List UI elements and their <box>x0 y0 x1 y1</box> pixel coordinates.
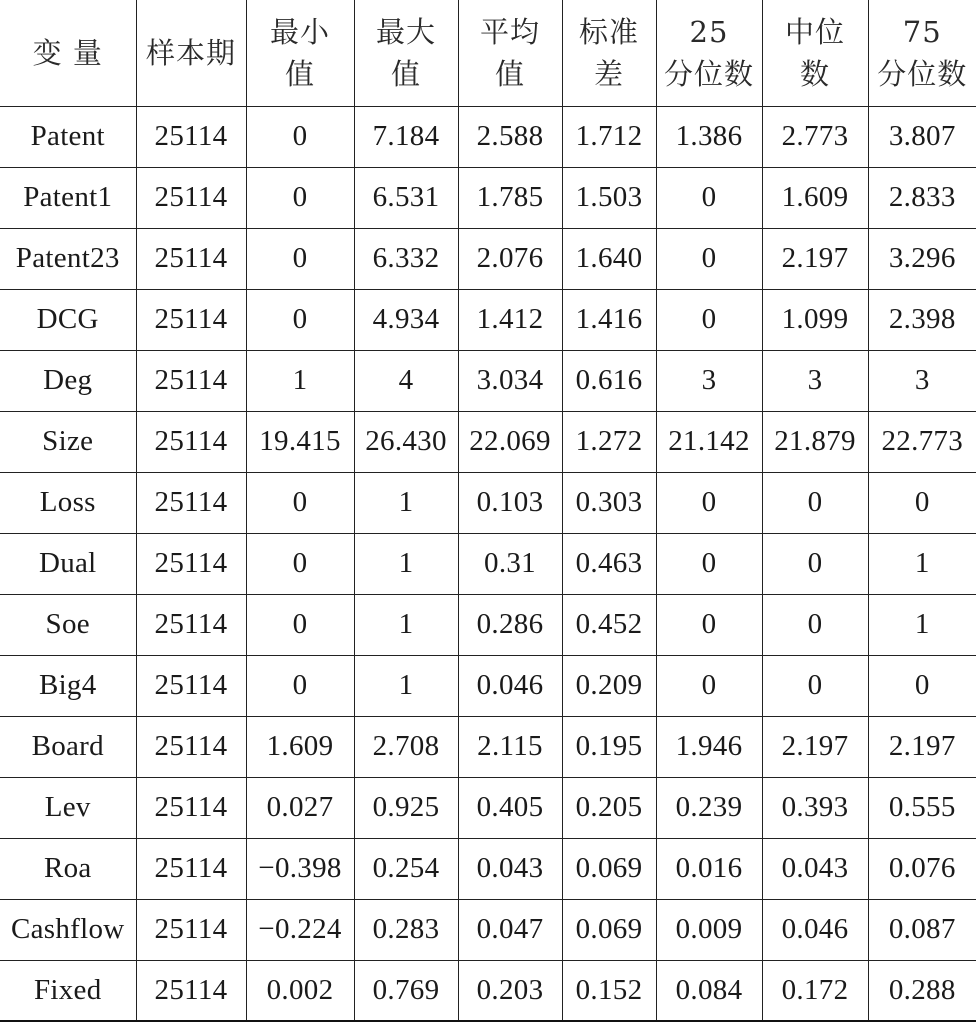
table-row <box>0 655 976 716</box>
table-cell: 3.807 <box>868 106 976 167</box>
table-cell: 2.708 <box>354 716 458 777</box>
table-row <box>0 899 976 960</box>
column-header-line: 变 量 <box>32 35 103 70</box>
table-row <box>0 838 976 899</box>
table-cell: 26.430 <box>354 411 458 472</box>
table-cell: 0.069 <box>562 899 656 960</box>
table-cell: 21.879 <box>762 411 868 472</box>
table-cell: 25114 <box>136 228 246 289</box>
table-cell: 0.239 <box>656 777 762 838</box>
table-cell: 1.609 <box>762 167 868 228</box>
table-cell: 2.115 <box>458 716 562 777</box>
table-cell: 1 <box>868 533 976 594</box>
table-cell: 2.398 <box>868 289 976 350</box>
table-cell: 0 <box>246 106 354 167</box>
column-header-line: 标准 <box>578 14 639 49</box>
table-cell: 1 <box>354 655 458 716</box>
table-row <box>0 472 976 533</box>
table-cell: 0.209 <box>562 655 656 716</box>
table-row <box>0 533 976 594</box>
column-header <box>354 0 458 106</box>
table-cell: 25114 <box>136 960 246 1021</box>
table-cell: 0.405 <box>458 777 562 838</box>
table-cell: 25114 <box>136 350 246 411</box>
table-cell: 0 <box>868 655 976 716</box>
table-cell: 25114 <box>136 777 246 838</box>
column-header <box>762 0 868 106</box>
table-cell: 0.205 <box>562 777 656 838</box>
table-cell: 3 <box>868 350 976 411</box>
table-cell: 0.31 <box>458 533 562 594</box>
table-cell: 22.773 <box>868 411 976 472</box>
table-cell: 25114 <box>136 533 246 594</box>
table-cell: 1 <box>868 594 976 655</box>
table-cell: 0.172 <box>762 960 868 1021</box>
variable-name-cell: Cashflow <box>0 899 136 960</box>
variable-name-cell: Deg <box>0 350 136 411</box>
table-cell: 0.452 <box>562 594 656 655</box>
table-cell: 25114 <box>136 899 246 960</box>
table-cell: 0.463 <box>562 533 656 594</box>
table-cell: 0 <box>656 533 762 594</box>
table-cell: 2.833 <box>868 167 976 228</box>
table-cell: 25114 <box>136 655 246 716</box>
column-header-line: 值 <box>390 56 421 91</box>
table-cell: 0.043 <box>458 838 562 899</box>
table-cell: 2.197 <box>762 228 868 289</box>
table-cell: 0 <box>246 289 354 350</box>
table-cell: 1.946 <box>656 716 762 777</box>
table-cell: 0 <box>868 472 976 533</box>
table-cell: 21.142 <box>656 411 762 472</box>
column-header <box>0 0 136 106</box>
column-header-line: 值 <box>494 56 525 91</box>
table-cell: 25114 <box>136 289 246 350</box>
table-cell: 0.002 <box>246 960 354 1021</box>
table-row <box>0 106 976 167</box>
table-row <box>0 350 976 411</box>
table-cell: 0.009 <box>656 899 762 960</box>
table-cell: 1.099 <box>762 289 868 350</box>
column-header-line: 最小 <box>269 14 330 49</box>
table-cell: 0 <box>762 472 868 533</box>
table-cell: 2.197 <box>868 716 976 777</box>
table-cell: 0 <box>656 289 762 350</box>
table-cell: 0 <box>246 228 354 289</box>
table-cell: 1.416 <box>562 289 656 350</box>
variable-name-cell: Loss <box>0 472 136 533</box>
column-header <box>656 0 762 106</box>
table-cell: 0.076 <box>868 838 976 899</box>
table-cell: 0.769 <box>354 960 458 1021</box>
table-cell: 1 <box>354 533 458 594</box>
table-cell: 0.043 <box>762 838 868 899</box>
table-cell: 0 <box>246 594 354 655</box>
table-body <box>0 106 976 1021</box>
table-cell: 0 <box>246 533 354 594</box>
table-cell: 0.046 <box>458 655 562 716</box>
table-cell: 0.283 <box>354 899 458 960</box>
table-cell: 1.640 <box>562 228 656 289</box>
table-row <box>0 960 976 1021</box>
table-cell: 0.047 <box>458 899 562 960</box>
table-cell: 25114 <box>136 716 246 777</box>
table-cell: 25114 <box>136 838 246 899</box>
column-header-line: 值 <box>284 56 315 91</box>
header-row <box>0 0 976 106</box>
table-cell: 1 <box>354 594 458 655</box>
table-header <box>0 0 976 106</box>
column-header <box>458 0 562 106</box>
table-cell: 0 <box>656 167 762 228</box>
table-cell: 0 <box>246 167 354 228</box>
table-cell: 1.785 <box>458 167 562 228</box>
column-header-line: 最大 <box>375 14 436 49</box>
table-cell: 1 <box>354 472 458 533</box>
table-cell: 4.934 <box>354 289 458 350</box>
table-cell: 0.046 <box>762 899 868 960</box>
table-cell: 6.332 <box>354 228 458 289</box>
table-cell: 0.069 <box>562 838 656 899</box>
table-cell: 0.303 <box>562 472 656 533</box>
column-header <box>136 0 246 106</box>
table-cell: 1.503 <box>562 167 656 228</box>
variable-name-cell: Dual <box>0 533 136 594</box>
table-cell: 1.386 <box>656 106 762 167</box>
table-cell: 2.773 <box>762 106 868 167</box>
table-cell: 0 <box>762 533 868 594</box>
table-cell: 0.555 <box>868 777 976 838</box>
table-cell: −0.224 <box>246 899 354 960</box>
table-cell: 0 <box>656 228 762 289</box>
variable-name-cell: Big4 <box>0 655 136 716</box>
column-header-line: 差 <box>593 56 624 91</box>
table-cell: 0.103 <box>458 472 562 533</box>
variable-name-cell: Patent <box>0 106 136 167</box>
table-cell: 2.197 <box>762 716 868 777</box>
table-cell: 0.616 <box>562 350 656 411</box>
variable-name-cell: Fixed <box>0 960 136 1021</box>
table-cell: 0 <box>656 655 762 716</box>
column-header-line: 25 <box>689 14 729 49</box>
table-cell: 0.288 <box>868 960 976 1021</box>
column-header-line: 平均 <box>479 14 540 49</box>
table-cell: −0.398 <box>246 838 354 899</box>
table-cell: 0 <box>246 655 354 716</box>
column-header <box>246 0 354 106</box>
table-row <box>0 228 976 289</box>
variable-name-cell: Patent1 <box>0 167 136 228</box>
column-header-line: 中位 <box>784 14 845 49</box>
variable-name-cell: Roa <box>0 838 136 899</box>
variable-name-cell: Lev <box>0 777 136 838</box>
table-cell: 0.925 <box>354 777 458 838</box>
table-cell: 0 <box>762 594 868 655</box>
table-cell: 25114 <box>136 472 246 533</box>
variable-name-cell: DCG <box>0 289 136 350</box>
table-row <box>0 167 976 228</box>
table-row <box>0 411 976 472</box>
table-cell: 3 <box>656 350 762 411</box>
table-cell: 6.531 <box>354 167 458 228</box>
table-cell: 22.069 <box>458 411 562 472</box>
table-cell: 0.393 <box>762 777 868 838</box>
column-header-line: 样本期 <box>145 35 236 70</box>
column-header-line: 75 <box>902 14 942 49</box>
table-cell: 0 <box>656 472 762 533</box>
table-cell: 3.034 <box>458 350 562 411</box>
table-row <box>0 594 976 655</box>
variable-name-cell: Patent23 <box>0 228 136 289</box>
table-row <box>0 777 976 838</box>
table-row <box>0 289 976 350</box>
table-cell: 4 <box>354 350 458 411</box>
table-cell: 0.195 <box>562 716 656 777</box>
column-header-line: 数 <box>799 56 830 91</box>
table-cell: 0.254 <box>354 838 458 899</box>
variable-name-cell: Soe <box>0 594 136 655</box>
table-cell: 19.415 <box>246 411 354 472</box>
table-cell: 3 <box>762 350 868 411</box>
table-cell: 0 <box>246 472 354 533</box>
table-cell: 0 <box>656 594 762 655</box>
table-cell: 1 <box>246 350 354 411</box>
table-cell: 25114 <box>136 106 246 167</box>
table-cell: 2.076 <box>458 228 562 289</box>
variable-name-cell: Size <box>0 411 136 472</box>
variable-name-cell: Board <box>0 716 136 777</box>
table-cell: 0.203 <box>458 960 562 1021</box>
column-header <box>868 0 976 106</box>
column-header-line: 分位数 <box>877 56 968 91</box>
table-cell: 3.296 <box>868 228 976 289</box>
table-cell: 0.027 <box>246 777 354 838</box>
table-cell: 1.272 <box>562 411 656 472</box>
table-cell: 0.016 <box>656 838 762 899</box>
table-cell: 7.184 <box>354 106 458 167</box>
table-cell: 0.286 <box>458 594 562 655</box>
table-cell: 2.588 <box>458 106 562 167</box>
table-cell: 0.087 <box>868 899 976 960</box>
column-header-line: 分位数 <box>663 56 754 91</box>
table-cell: 25114 <box>136 594 246 655</box>
table-cell: 25114 <box>136 411 246 472</box>
table-cell: 0.084 <box>656 960 762 1021</box>
table-cell: 1.412 <box>458 289 562 350</box>
table-cell: 25114 <box>136 167 246 228</box>
table-cell: 0.152 <box>562 960 656 1021</box>
column-header <box>562 0 656 106</box>
table-row <box>0 716 976 777</box>
table-cell: 1.712 <box>562 106 656 167</box>
table-cell: 1.609 <box>246 716 354 777</box>
table-cell: 0 <box>762 655 868 716</box>
